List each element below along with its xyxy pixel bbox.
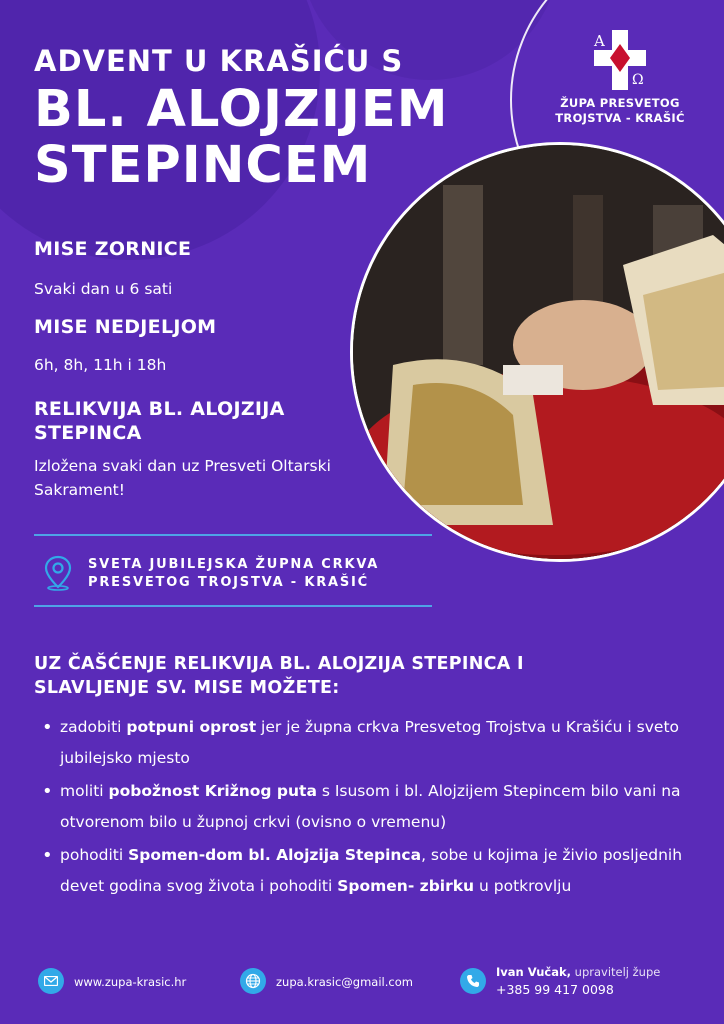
benefits-list [40, 712, 700, 904]
email-icon [38, 968, 64, 994]
section-heading-zornice: MISE ZORNICE [34, 238, 192, 260]
item-bold: Spomen-dom bl. Alojzija Stepinca [128, 846, 422, 864]
item-bold: Spomen- zbirku [337, 877, 475, 895]
footer [0, 964, 724, 1004]
phone-number[interactable]: +385 99 417 0098 [496, 982, 614, 997]
item-text: s Isusom i bl. Alojzijem Stepincem bilo vani na otvorenom bilo u župnoj crkvi (ovisno o vremenu) [60, 782, 681, 831]
item-text: jer je župna crkva Presvetog Trojstva u Krašiću i sveto jubilejsko mjesto [60, 718, 680, 767]
section-text-relikvija: Izložena svaki dan uz Presveti Oltarski Sakrament! [34, 457, 331, 499]
benefits-heading: UZ ČAŠĆENJE RELIKVIJA BL. ALOJZIJA STEPINCA I SLAVLJENJE SV. MISE MOŽETE: [34, 654, 524, 698]
contact-info [496, 964, 660, 998]
contact-role: upravitelj župe [571, 965, 661, 979]
item-text: moliti [60, 782, 109, 800]
parish-line1: ŽUPA PRESVETOG [560, 96, 680, 110]
item-text: u potkrovlju [474, 877, 572, 895]
item-text: pohoditi [60, 846, 129, 864]
parish-line2: TROJSTVA - KRAŠIĆ [555, 111, 685, 125]
item-text: , sobe u kojima je živio posljednih devet godina svog života i pohoditi [60, 846, 683, 895]
title-line1: ADVENT U KRAŠIĆU S [34, 44, 404, 78]
section-text-zornice: Svaki dan u 6 sati [34, 280, 173, 298]
alpha-glyph: A [594, 32, 605, 50]
website-link[interactable]: www.zupa-krasic.hr [74, 975, 187, 989]
relic-photo [350, 142, 724, 562]
cross-logo-icon [590, 30, 650, 90]
list-item [40, 840, 700, 902]
globe-icon [240, 968, 266, 994]
church-location [88, 556, 379, 592]
list-item [40, 712, 700, 774]
item-bold: potpuni oprost [126, 718, 257, 736]
parish-name [540, 96, 700, 126]
divider [34, 605, 432, 607]
email-link[interactable]: zupa.krasic@gmail.com [276, 975, 413, 989]
item-bold: pobožnost Križnog puta [108, 782, 317, 800]
section-text-nedjeljom: 6h, 8h, 11h i 18h [34, 356, 167, 374]
relic-illustration [353, 145, 724, 562]
section-heading-nedjeljom: MISE NEDJELJOM [34, 316, 217, 338]
list-item [40, 776, 700, 838]
location-line2: PRESVETOG TROJSTVA - KRAŠIĆ [88, 575, 370, 590]
omega-glyph: Ω [632, 72, 644, 88]
location-pin-icon [44, 555, 72, 591]
divider [34, 534, 432, 536]
location-line1: SVETA JUBILEJSKA ŽUPNA CRKVA [88, 557, 380, 572]
section-heading-relikvija: RELIKVIJA BL. ALOJZIJA STEPINCA [34, 398, 285, 444]
phone-icon [460, 968, 486, 994]
item-text: zadobiti [60, 718, 127, 736]
title-line2: BL. ALOJZIJEM STEPINCEM [34, 80, 449, 195]
contact-name: Ivan Vučak, [496, 965, 571, 979]
